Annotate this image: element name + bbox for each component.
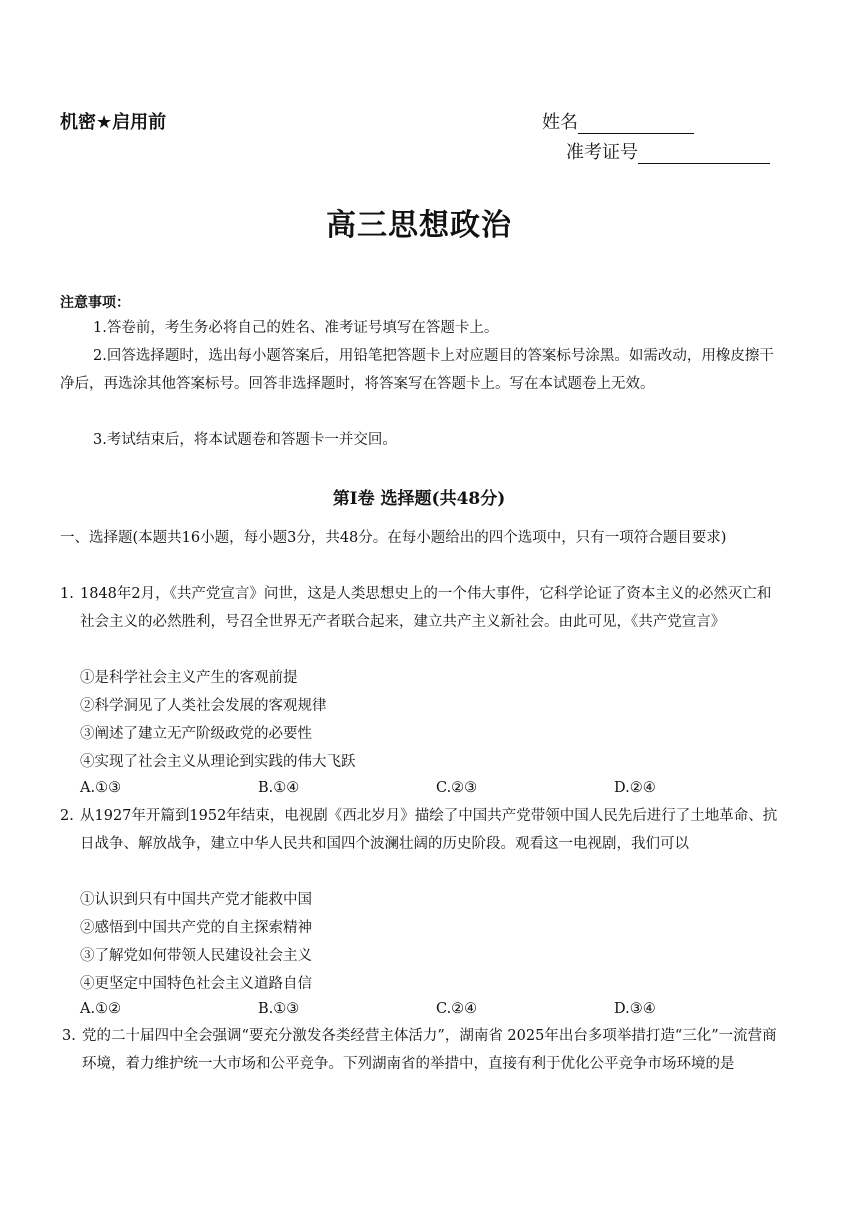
exam-number-field <box>566 138 770 164</box>
name-field <box>542 108 694 134</box>
question-2-option-2: ②感悟到中国共产党的自主探索精神 <box>80 920 312 936</box>
question-number: 2. <box>60 808 74 824</box>
choice-c: C.②③ <box>436 780 478 796</box>
section-title: 第Ⅰ卷 选择题(共48分) <box>332 489 506 509</box>
question-1-option-3: ③阐述了建立无产阶级政党的必要性 <box>80 726 312 742</box>
exam-number-label: 准考证号 <box>566 142 638 163</box>
part-intro: 一、选择题(本题共16小题，每小题3分，共48分。在每小题给出的四个选项中，只有一项符合题目要求) <box>60 530 727 546</box>
note-item-3: 3.考试结束后，将本试题卷和答题卡一并交回。 <box>93 432 397 448</box>
question-number: 3. <box>62 1028 76 1044</box>
name-label: 姓名 <box>542 112 578 133</box>
choice-d: D.③④ <box>614 1001 656 1017</box>
choice-b: B.①③ <box>258 1001 300 1017</box>
question-2-choices <box>80 995 720 1023</box>
question-1-choices <box>80 774 720 802</box>
choice-d: D.②④ <box>614 780 656 796</box>
question-stem: 1848年2月，《共产党宣言》问世，这是人类思想史上的一个伟大事件，它科学论证了资本主义的必然灭亡和社会主义的必然胜利，号召全世界无产者联合起来，建立共产主义新社会。由此可见，《共产党宣言》 <box>80 586 772 630</box>
note-item-1: 1.答卷前，考生务必将自己的姓名、准考证号填写在答题卡上。 <box>93 320 499 336</box>
question-1-option-2: ②科学洞见了人类社会发展的客观规律 <box>80 698 327 714</box>
name-blank <box>578 115 694 134</box>
question-2-option-3: ③了解党如何带领人民建设社会主义 <box>80 948 312 964</box>
question-1-option-4: ④实现了社会主义从理论到实践的伟大飞跃 <box>80 754 356 770</box>
question-3 <box>62 1022 784 1078</box>
question-number: 1. <box>60 586 74 602</box>
secret-mark: 机密★启用前 <box>60 112 167 133</box>
question-stem: 党的二十届四中全会强调“要充分激发各类经营主体活力”，湖南省 2025年出台多项举措打造“三化”一流营商环境，着力维护统一大市场和公平竞争。下列湖南省的举措中，直接有利于优化公平竞争市场环境的是 <box>82 1028 777 1072</box>
question-stem: 从1927年开篇到1952年结束，电视剧《西北岁月》描绘了中国共产党带领中国人民先后进行了土地革命、抗日战争、解放战争，建立中华人民共和国四个波澜壮阔的历史阶段。观看这一电视剧，我们可以 <box>80 808 778 852</box>
question-1-option-1: ①是科学社会主义产生的客观前提 <box>80 670 298 686</box>
choice-c: C.②④ <box>436 1001 478 1017</box>
choice-a: A.①② <box>80 1001 122 1017</box>
page-title: 高三思想政治 <box>326 208 512 243</box>
question-1 <box>60 580 782 636</box>
choice-a: A.①③ <box>80 780 122 796</box>
choice-b: B.①④ <box>258 780 300 796</box>
question-2-option-1: ①认识到只有中国共产党才能救中国 <box>80 892 312 908</box>
question-2 <box>60 802 782 858</box>
question-2-option-4: ④更坚定中国特色社会主义道路自信 <box>80 976 312 992</box>
note-item-2: 2.回答选择题时，选出每小题答案后，用铅笔把答题卡上对应题目的答案标号涂黑。如需改动，用橡皮擦干净后，再选涂其他答案标号。回答非选择题时，将答案写在答题卡上。写在本试题卷上无效。 <box>60 348 774 392</box>
notes-heading: 注意事项： <box>60 295 130 311</box>
exam-number-blank <box>638 145 770 164</box>
